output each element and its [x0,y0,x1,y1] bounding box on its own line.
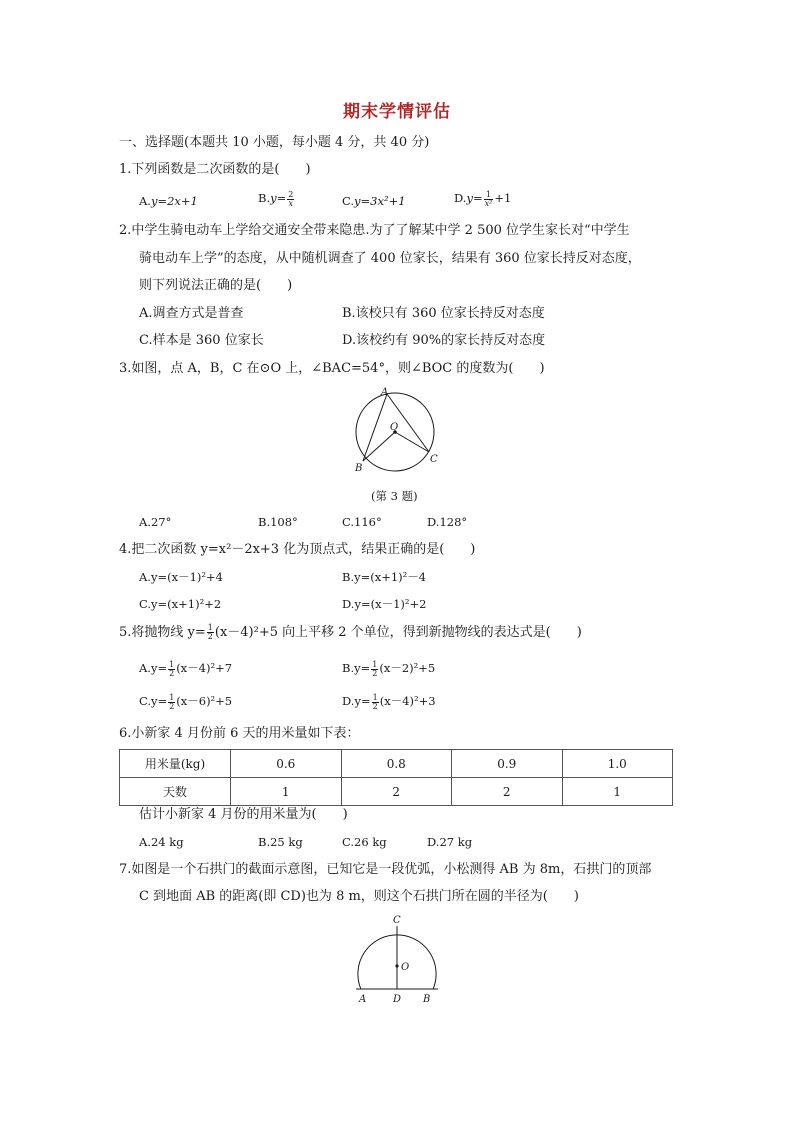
q2-stem-line2: 骑电动车上学”的态度，从中随机调查了 400 位家长，结果有 360 位家长持反对态度， [139,251,641,266]
q7-center-dot [395,964,398,967]
q7-stem-line1: 7.如图是一个石拱门的截面示意图，已知它是一段优弧，小松测得 AB 为 8m，石拱门的顶部 [119,862,652,877]
q1-option-a: A.y=2x+1 [139,194,198,208]
q3-option-a: A.27° [139,515,172,529]
q6-cell: 0.6 [231,750,342,778]
q7-label-b: B [423,994,431,1005]
q3-label-c: C [430,454,438,465]
q7-stem-line2: C 到地面 AB 的距离(即 CD)也为 8 m，则这个石拱门所在圆的半径为( ) [139,889,579,904]
q3-label-o: O [390,422,399,433]
q6-ask: 估计小新家 4 月份的用米量为( ) [139,807,348,822]
q6-stem: 6.小新家 4 月份前 6 天的用米量如下表： [119,726,360,741]
q3-radius-oc [395,432,429,452]
q6-cell: 2 [341,778,452,806]
q3-stem: 3.如图，点 A，B，C 在⊙O 上，∠BAC=54°，则∠BOC 的度数为( ) [119,361,545,376]
q6-table-row-amount [120,750,673,778]
section-heading: 一、选择题(本题共 10 小题，每小题 4 分，共 40 分) [119,135,430,150]
q4-option-d: D.y=(x－1)²+2 [342,597,427,611]
q6-cell: 0.9 [452,750,563,778]
q5-option-d: D.y= $\frac{1}{2}$ (x－4)²+3 [342,692,436,711]
q6-table [119,749,673,806]
q3-option-b: B.108° [258,515,298,529]
q6-cell: 用米量(kg) [120,750,231,778]
q5-option-b: B.y= $\frac{1}{2}$ (x－2)²+5 [342,659,436,678]
q6-cell: 1 [562,778,673,806]
q6-option-d: D.27 kg [427,835,473,849]
q4-option-c: C.y=(x+1)²+2 [139,597,222,611]
q3-option-d: D.128° [427,515,468,529]
q5-option-c: C.y= $\frac{1}{2}$ (x－6)²+5 [139,692,233,711]
q6-option-a: A.24 kg [139,835,184,849]
q6-cell: 1.0 [562,750,673,778]
q7-label-d: D [393,994,402,1005]
q7-label-c: C [393,915,401,926]
q2-option-b: B.该校只有 360 位家长持反对态度 [342,306,545,321]
q4-option-a: A.y=(x－1)²+4 [139,570,223,584]
q1-option-d: D.y= $\frac{1}{\text{x²}}$ +1 [454,189,512,208]
q2-stem-line3: 则下列说法正确的是( ) [139,278,293,293]
q3-label-b: B [355,463,363,474]
q3-option-c: C.116° [342,515,382,529]
q4-stem: 4.把二次函数 y=x²－2x+3 化为顶点式，结果正确的是( ) [119,542,476,557]
q6-cell: 0.8 [341,750,452,778]
q6-option-b: B.25 kg [258,835,303,849]
q6-cell: 1 [231,778,342,806]
q4-option-b: B.y=(x+1)²－4 [342,570,427,584]
q6-cell: 天数 [120,778,231,806]
page-title: 期末学情评估 [343,102,451,122]
q2-option-a: A.调查方式是普查 [139,306,244,321]
q2-option-c: C.样本是 360 位家长 [139,333,264,348]
q6-cell: 2 [452,778,563,806]
q7-label-o: O [401,962,410,973]
q5-stem: 5.将抛物线 y= $\frac{1}{2}$ (x－4)²+5 向上平移 2 个单位，得到新抛物线的表达式是( ) [119,623,582,641]
q6-table-row-days [120,778,673,806]
q2-stem-line1: 2.中学生骑电动车上学给交通安全带来隐患.为了了解某中学 2 500 位学生家长对“中学生 [119,223,630,238]
q1-option-c: C.y=3x²+1 [342,194,406,208]
q3-label-a: A [381,387,389,398]
q7-arch-figure [350,908,444,1006]
q3-chord-ab [363,394,387,461]
q6-option-c: C.26 kg [342,835,387,849]
q3-caption: (第 3 题) [371,489,418,503]
q5-option-a: A.y= $\frac{1}{2}$ (x－4)²+7 [139,659,233,678]
q3-circle-figure [346,384,446,476]
q1-stem: 1.下列函数是二次函数的是( ) [119,162,311,177]
q1-option-b: B.y= $\frac{2}{x}$ [258,189,294,208]
q2-option-d: D.该校约有 90%的家长持反对态度 [342,333,546,348]
q7-label-a: A [359,994,367,1005]
